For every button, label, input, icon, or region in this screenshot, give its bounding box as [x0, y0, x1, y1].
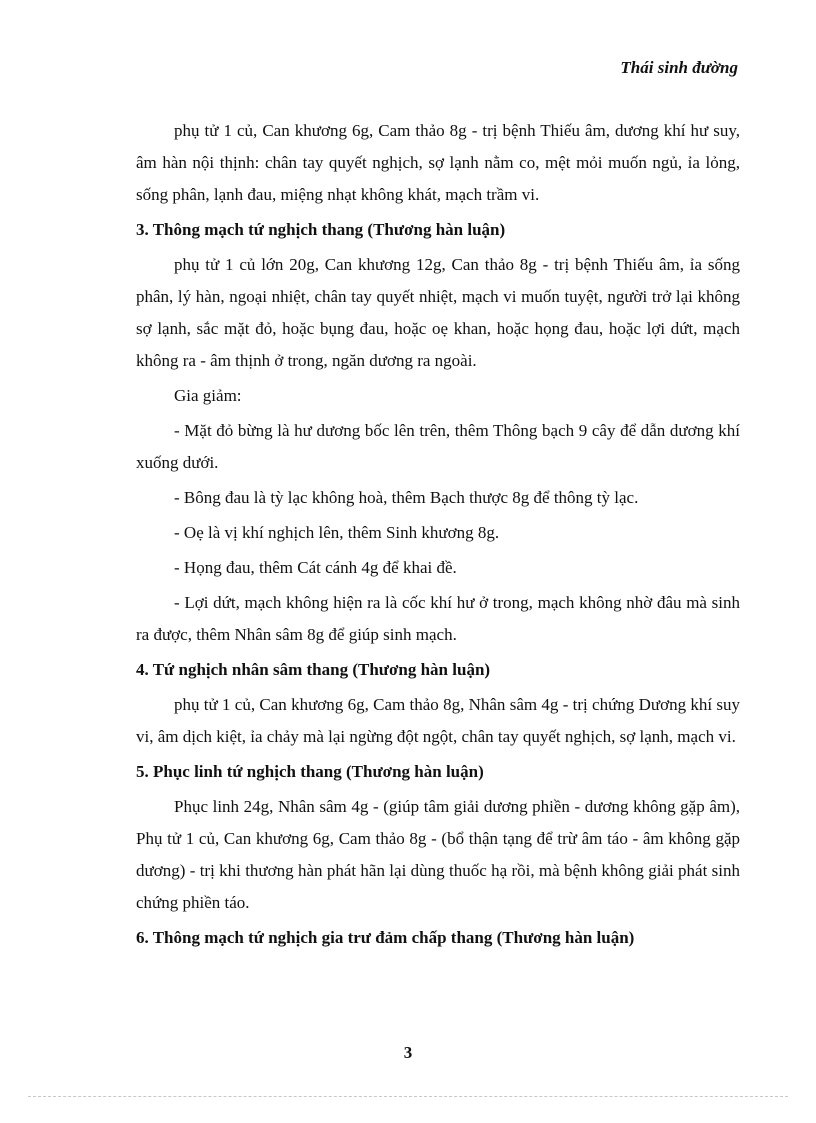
list-item: - Bông đau là tỳ lạc không hoà, thêm Bạch thược 8g để thông tỳ lạc.: [174, 488, 639, 507]
list-item: - Mặt đỏ bừng là hư dương bốc lên trên, thêm Thông bạch 9 cây để dẫn dương khí xuống dưới.: [136, 421, 740, 472]
page-bottom-divider: [28, 1096, 788, 1097]
section-heading: 5. Phục linh tứ nghịch thang (Thương hàn luận): [136, 762, 484, 781]
running-header: Thái sinh đường: [620, 58, 738, 77]
section-heading: 4. Tứ nghịch nhân sâm thang (Thương hàn luận): [136, 660, 491, 679]
paragraph: Gia giảm:: [174, 386, 242, 405]
paragraph: phụ tử 1 củ, Can khương 6g, Cam thảo 8g, Nhân sâm 4g - trị chứng Dương khí suy vi, âm dịch kiệt, ỉa chảy mà lại ngừng đột ngột, chân tay quyết nghịch, sợ lạnh, mạch vi.: [136, 695, 740, 746]
list-item: - Họng đau, thêm Cát cánh 4g để khai đề.: [174, 558, 457, 577]
paragraph: phụ tử 1 củ, Can khương 6g, Cam thảo 8g - trị bệnh Thiếu âm, dương khí hư suy, âm hàn nội thịnh: chân tay quyết nghịch, sợ lạnh nằm co, mệt mỏi muốn ngủ, ỉa lỏng, sống phân, lạnh đau, miệng nhạt không khát, mạch trầm vi.: [136, 121, 740, 204]
list-item: - Oẹ là vị khí nghịch lên, thêm Sinh khương 8g.: [174, 523, 500, 542]
page-number: 3: [403, 1043, 413, 1062]
list-item: - Lợi dứt, mạch không hiện ra là cốc khí hư ở trong, mạch không nhờ đâu mà sinh ra được, thêm Nhân sâm 8g để giúp sinh mạch.: [136, 593, 740, 644]
document-body: [136, 115, 740, 957]
paragraph: Phục linh 24g, Nhân sâm 4g - (giúp tâm giải dương phiền - dương không gặp âm), Phụ tử 1 củ, Can khương 6g, Cam thảo 8g - (bổ thận tạng để trừ âm táo - âm không gặp dương) - trị khi thương hàn phát hãn lại dùng thuốc hạ rồi, mà bệnh không giải phát sinh chứng phiền táo.: [136, 797, 740, 912]
section-heading: 3. Thông mạch tứ nghịch thang (Thương hàn luận): [136, 220, 506, 239]
section-heading: 6. Thông mạch tứ nghịch gia trư đảm chấp thang (Thương hàn luận): [136, 928, 635, 947]
paragraph: phụ tử 1 củ lớn 20g, Can khương 12g, Can thảo 8g - trị bệnh Thiếu âm, ỉa sống phân, lý hàn, ngoại nhiệt, chân tay quyết nhiệt, mạch vi muốn tuyệt, người trở lại không sợ lạnh, sắc mặt đỏ, hoặc bụng đau, hoặc oẹ khan, hoặc họng đau, hoặc lợi dứt, mạch không ra - âm thịnh ở trong, ngăn dương ra ngoài.: [136, 255, 740, 370]
